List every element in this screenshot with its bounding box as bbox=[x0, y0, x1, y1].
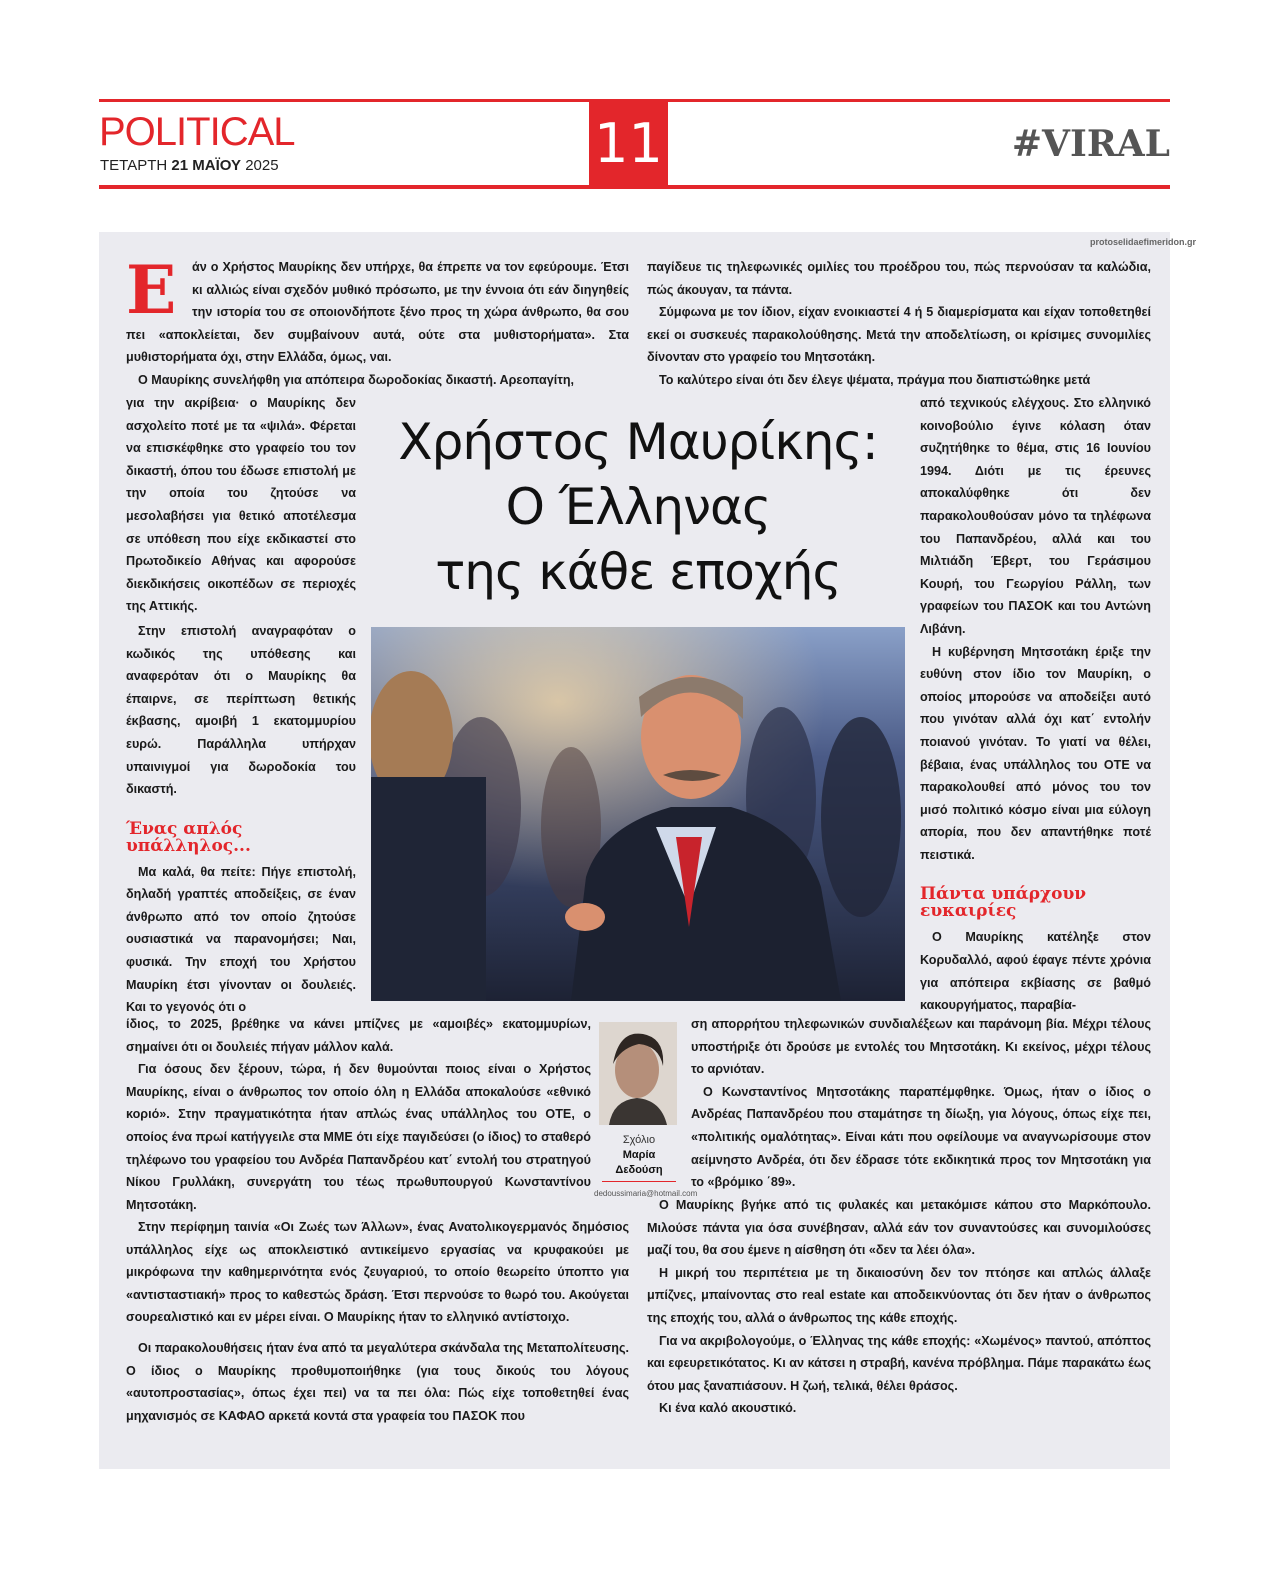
col2-top bbox=[647, 256, 1151, 392]
col1-paragraph-4: Μα καλά, θα πείτε: Πήγε επιστολή, δηλαδή γραπτές αποδείξεις, σε έναν άνθρωπο από τον οποίο ζητούσε ουσιαστικά να παρανομήσει; Ναι, φυσικά. Την εποχή του Χρήστου Μαυρίκη έτσι γίνονταν οι δουλειές. Και το γεγονός ότι ο bbox=[126, 864, 356, 1015]
date-year: 2025 bbox=[245, 157, 279, 174]
col2-paragraph-10: Κι ένα καλό ακουστικό. bbox=[659, 1401, 797, 1416]
col1-paragraph-3: Στην επιστολή αναγραφόταν ο κωδικός της υπόθεσης και αναφερόταν ότι ο Μαυρίκης θα έπαιρνε, σε περίπτωση θετικής έκβασης, αμοιβή 1 εκατομμυρίου ευρώ. Παράλληλα υπήρχαν υπαινιγμοί για δωροδοκία του δικαστή. bbox=[126, 623, 356, 797]
col1-paragraph-6: Στην περίφημη ταινία «Οι Ζωές των Άλλων», ένας Ανατολικογερμανός δημόσιος υπάλληλος είχε ως αποκλειστικό αντικείμενο εργασίας να κρυφακούει με μικρόφωνα την καθημερινότητα ενός ζευγαριού, το οποίο θεωρείτο ύποπτο για «αντισταστιακή» προς το καθεστώς δράση. Έτσι περνούσε το θωρό του. Ακούγεται σουρεαλιστικό και εν μέρει είναι. Ο Μαυρίκης ήταν το ελληνικό αντίστοιχο. bbox=[126, 1220, 629, 1325]
col2-bottom-wide bbox=[647, 1194, 1151, 1420]
header-bottom-rule bbox=[99, 185, 1170, 189]
col1-paragraph-2-rest: για την ακρίβεια· ο Μαυρίκης δεν ασχολείτο ποτέ με τα «ψιλά». Φέρεται να επισκέφθηκε στο γραφείο του τον δικαστή, όπου του έδωσε επιστολή με την οποία του ζητούσε να μεσολαβήσει για θετικό αποτέλεσμα σε υπόθεση που είχε εκδικαστεί στο Πρωτοδικείο Αθήνας και αφορούσε διεκδικήσεις οικοπέδων σε περιοχές της Αττικής. bbox=[126, 396, 356, 614]
col1-paragraph-7: Οι παρακολουθήσεις ήταν ένα από τα μεγαλύτερα σκάνδαλα της Μεταπολίτευσης. Ο ίδιος ο Μαυρίκης προθυμοποιήθηκε (για τους δικούς του λόγους «αυτοπροστασίας», όπως έχει πει) να τα πει όλα: Πώς είχε τοποθετηθεί ένας μηχανισμός σε ΚΑΦΑΟ αρκετά κοντά στα γραφεία του ΠΑΣΟΚ που bbox=[126, 1340, 629, 1423]
columnist-byline bbox=[594, 1133, 698, 1201]
source-watermark: protoselidaefimeridon.gr bbox=[1090, 237, 1197, 247]
issue-date bbox=[100, 157, 279, 175]
byline-email: dedoussimaria@hotmail.com bbox=[594, 1189, 698, 1198]
columnist-portrait bbox=[599, 1022, 677, 1125]
intro-paragraph: άν ο Χρήστος Μαυρίκης δεν υπήρχε, θα έπρεπε να τον εφεύρουμε. Έτσι κι αλλιώς είναι σχεδόν μυθικό πρόσωπο, με την έννοια ότι εάν διηγηθείς την ιστορία του σε οποιονδήποτε ξένο προς τη χώρα άνθρωπο, θα σου πει «αποκλείεται, δεν συμβαίνουν αυτά, ούτε στα μυθιστορήματα». Στα μυθιστορήματα όχι, στην Ελλάδα, όμως, ναι. bbox=[126, 260, 629, 365]
subhead-2: Πάντα υπάρχουν ευκαιρίες bbox=[920, 884, 1087, 922]
col1-bottom-wide bbox=[126, 1216, 629, 1427]
col2-paragraph-2: Σύμφωνα με τον ίδιον, είχαν ενοικιαστεί 4 ή 5 διαμερίσματα και είχαν τοποθετηθεί εκεί οι συσκευές παρακολούθησης. Μετά την αποδελτίωση, οι κρίσιμες συνομιλίες δίνονταν στο γραφείο του Μητσοτάκη. bbox=[647, 305, 1151, 365]
col2-paragraph-3-first: Το καλύτερο είναι ότι δεν έλεγε ψέματα, πράγμα που διαπιστώθηκε μετά bbox=[659, 372, 1091, 387]
col2-paragraph-6: Ο Κωνσταντίνος Μητσοτάκης παραπέμφθηκε. Όμως, ήταν ο ίδιος ο Ανδρέας Παπανδρέου που σταμάτησε τη δίωξη, για λόγους, όπως είχε πει, «πολιτικής ομαλότητας». Είναι κάτι που οφείλουμε να αναγνωρίσουμε στον αείμνηστο Ανδρέα, ότι δεν έδρασε τότε εκδικητικά προς τον Μητσοτάκη για το «βρόμικο ΄89». bbox=[691, 1084, 1151, 1190]
col3-paragraph-5: Ο Μαυρίκης κατέληξε στον Κορυδαλλό, αφού έφαγε πέντε χρόνια για απόπειρα εκβίασης σε βαθμό κακουργήματος, παραβία- bbox=[920, 930, 1151, 1013]
col2-paragraph-1: παγίδευε τις τηλεφωνικές ομιλίες του προέδρου του, πώς περνούσαν τα καλώδια, πώς άκουγαν, τα πάντα. bbox=[647, 260, 1151, 297]
col1-paragraph-4-cont: ίδιος, το 2025, βρέθηκε να κάνει μπίζνες με «αμοιβές» εκατομμυρίων, σημαίνει ότι οι δουλειές πήγαν μάλλον καλά. bbox=[126, 1017, 591, 1054]
byline-last-name: Δεδούση bbox=[615, 1164, 663, 1176]
photo-illustration bbox=[371, 627, 905, 1001]
column-3 bbox=[920, 392, 1151, 1017]
column-1 bbox=[126, 392, 356, 1019]
byline-label: Σχόλιο bbox=[622, 1134, 656, 1146]
intro-paragraph-2: Ο Μαυρίκης συνελήφθη για απόπειρα δωροδοκίας δικαστή. Αρεοπαγίτη, bbox=[138, 372, 575, 387]
intro-block bbox=[126, 251, 629, 392]
headline-line-3: της κάθε εποχής bbox=[435, 543, 841, 601]
col2-paragraph-9: Για να ακριβολογούμε, ο Έλληνας της κάθε εποχής: «Χωμένος» παντού, απόπτος και εφευρετικότατος. Κι αν κάτσει η στραβή, κανένα πρόβλημα. Πάμε παρακάτω έως ότου μας ξαναπιάσουν. Η ζωή, τελικά, θέλει θράσος. bbox=[647, 1333, 1151, 1393]
date-weekday: ΤΕΤΑΡΤΗ bbox=[100, 157, 168, 174]
headline bbox=[372, 410, 904, 605]
col2-bottom bbox=[691, 1013, 1151, 1194]
section-tag: #VIRAL bbox=[1011, 123, 1170, 165]
col1-paragraph-5: Για όσους δεν ξέρουν, τώρα, ή δεν θυμούνται ποιος είναι ο Χρήστος Μαυρίκης, είναι ο άνθρωπος τον οποίο όλη η Ελλάδα αποκαλούσε «εθνικό κοριό». Στην πραγματικότητα ήταν απλώς ένας υπάλληλος του ΟΤΕ, ο οποίος ένα πρωί κατήγγειλε στα ΜΜΕ ότι είχε παγιδεύσει (ο ίδιος) το σταθερό τηλέφωνο του γραφείου του Ανδρέα Παπανδρέου κατ΄ εντολή του στρατηγού Νίκου Γρυλλάκη, συνεργάτη του τέως πρωθυπουργού Κωνσταντίνου Μητσοτάκη. bbox=[126, 1062, 591, 1212]
headline-line-2: Ο Έλληνας bbox=[505, 478, 771, 536]
col1-bottom bbox=[126, 1013, 591, 1216]
byline-rule bbox=[602, 1181, 676, 1182]
article-photo bbox=[371, 627, 905, 1001]
byline-first-name: Μαρία bbox=[622, 1149, 656, 1161]
columnist-photo bbox=[599, 1022, 677, 1125]
col2-paragraph-5-cont: ση απορρήτου τηλεφωνικών συνδιαλέξεων και παράνομη βία. Μέχρι τέλους υποστήριξε ότι δρούσε με εντολές του Μητσοτάκη. Κι εκείνος, μέχρι τέλους το αρνιόταν. bbox=[691, 1017, 1151, 1077]
col2-paragraph-8: Η μικρή του περιπέτεια με τη δικαιοσύνη δεν τον πτόησε και απλώς άλλαξε μπίζνες, μπαίνοντας στο real estate και αποδεικνύοντας ότι δεν ήταν ο άνθρωπος της εποχής του, αλλά ο άνθρωπος της κάθε εποχής. bbox=[647, 1265, 1151, 1325]
section-title: POLITICAL bbox=[99, 110, 295, 154]
date-day-month: 21 ΜΑΪΟΥ bbox=[171, 157, 242, 174]
subhead-1: Ένας απλός υπάλληλος... bbox=[126, 818, 251, 856]
col3-paragraph-4: Η κυβέρνηση Μητσοτάκη έριξε την ευθύνη στον ίδιο τον Μαυρίκη, ο οποίος μπορούσε να αποδείξει αυτό που γινόταν αλλά όχι κατ΄ εντολήν ποιανού γινόταν. Το γιατί να θέλει, βέβαια, ένας υπάλληλος του ΟΤΕ να παρακολουθεί από μόνος του τον μισό πολιτικό κόσμο είναι μια εύλογη απορία, που δεν απαντήθηκε ποτέ πειστικά. bbox=[920, 644, 1151, 862]
drop-cap: Ε bbox=[126, 251, 177, 329]
headline-line-1: Χρήστος Μαυρίκης: bbox=[398, 413, 878, 471]
col3-paragraph-3-rest: από τεχνικούς ελέγχους. Στο ελληνικό κοινοβούλιο έγινε κόλαση όταν συζητήθηκε το θέμα, στις 16 Ιουνίου 1994. Διότι με τις έρευνες αποκαλύφθηκε ότι δεν παρακολουθούσαν μόνο τα τηλέφωνα του Παπανδρέου, αλλά και του Μιλτιάδη Έβερτ, του Γεράσιμου Κουρή, του Γεωργίου Ράλλη, των γραφείων του ΠΑΣΟΚ και του Αντώνη Λιβάνη. bbox=[920, 396, 1151, 636]
col2-paragraph-7: Ο Μαυρίκης βγήκε από τις φυλακές και μετακόμισε κάπου στο Μαρκόπουλο. Μιλούσε πάντα για όσα συνέβησαν, αλλά εάν τον συναντούσες και συνομιλούσες μαζί του, θα σου έμενε η αίσθηση ότι «δεν τα λέει όλα». bbox=[647, 1198, 1151, 1258]
page-number: 11 bbox=[589, 99, 668, 189]
